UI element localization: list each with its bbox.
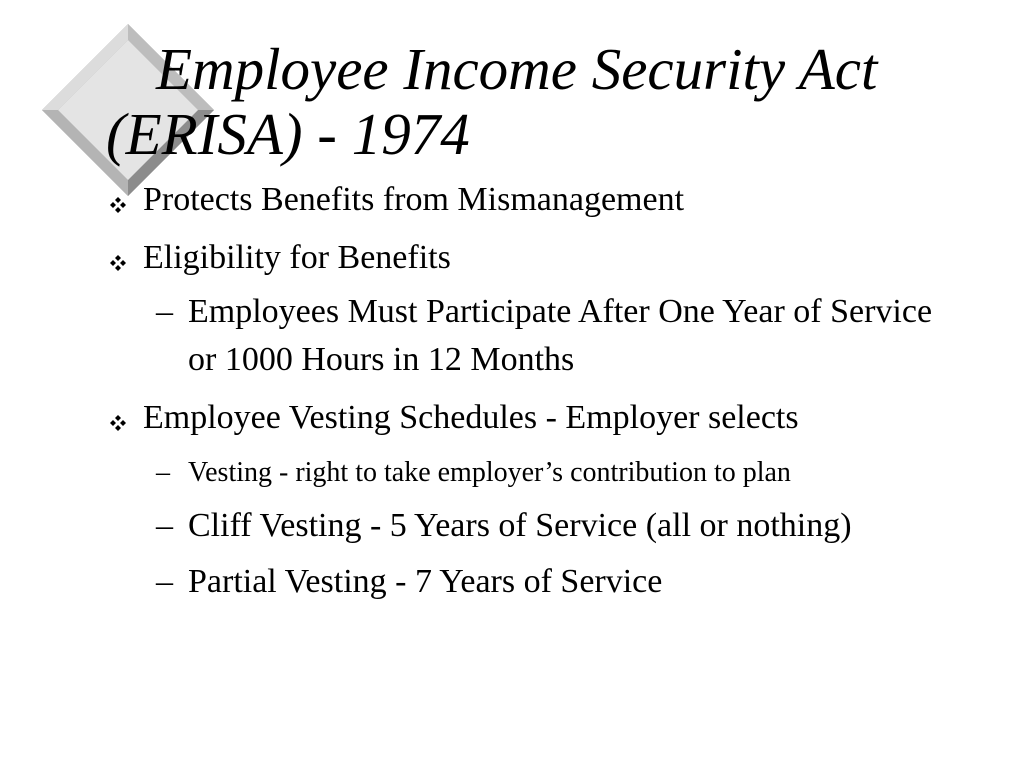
sub-bullet-text: Cliff Vesting - 5 Years of Service (all or nothing) bbox=[188, 507, 852, 544]
slide-title: Employee Income Security Act (ERISA) - 1974 bbox=[106, 36, 878, 167]
sub-bullet-item bbox=[106, 452, 946, 494]
bullet-text: Eligibility for Benefits bbox=[143, 239, 451, 276]
sub-bullet-text: Partial Vesting - 7 Years of Service bbox=[188, 563, 663, 600]
bullet-icon bbox=[106, 176, 130, 224]
sub-bullet-item bbox=[106, 502, 946, 550]
bullet-icon bbox=[106, 234, 130, 282]
dash-marker: – bbox=[156, 457, 170, 488]
bullet-item bbox=[106, 394, 946, 442]
bullet-icon bbox=[106, 394, 130, 442]
dash-marker: – bbox=[156, 563, 173, 600]
sub-bullet-text: Employees Must Participate After One Year of Service or 1000 Hours in 12 Months bbox=[188, 293, 933, 378]
sub-bullet-item bbox=[106, 558, 946, 606]
sub-bullet-item bbox=[106, 288, 946, 384]
sub-bullet-text: Vesting - right to take employer’s contribution to plan bbox=[188, 457, 791, 488]
bullet-item bbox=[106, 234, 946, 282]
bullet-text: Employee Vesting Schedules - Employer selects bbox=[143, 399, 799, 436]
dash-marker: – bbox=[156, 293, 173, 330]
bullet-text: Protects Benefits from Mismanagement bbox=[143, 181, 685, 218]
bullet-list bbox=[106, 176, 946, 606]
dash-marker: – bbox=[156, 507, 173, 544]
bullet-item bbox=[106, 176, 946, 224]
